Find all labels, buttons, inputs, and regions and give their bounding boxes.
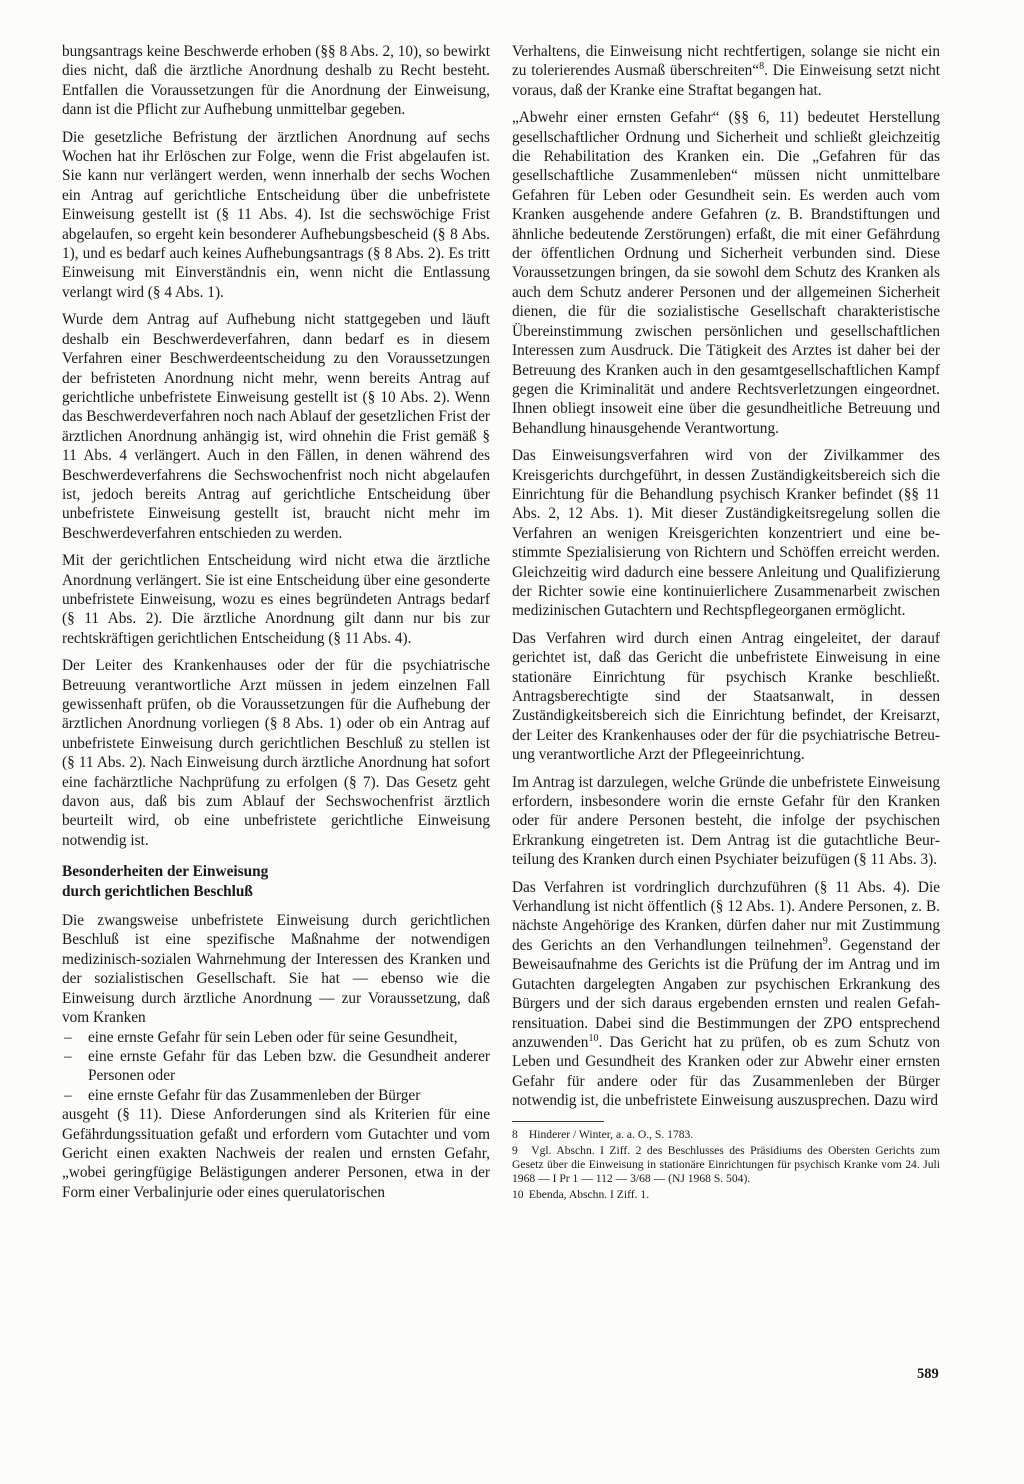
paragraph: Im Antrag ist darzulegen, welche Gründe die unbefristete Einweisung erfordern, insbesondere worin die ernste Gefahr für den Kranken oder für andere Personen besteht, die infolge der psychischen Erkrankung eingetreten ist. Dem Antrag ist die gutachtliche Beurteilung des Kranken durch einen Psychiater beizufügen (§ 11 Abs. 3). [512,773,940,869]
paragraph: Die gesetzliche Befristung der ärztlichen Anordnung auf sechs Wochen hat ihr Erlöschen zur Folge, wenn die Frist abgelaufen ist. Sie kann nur verlängert werden, wenn innerhalb der sechs Wochen ein Antrag auf gerichtliche Entscheidung über die unbefristete Einweisung gestellt ist (§ 11 Abs. 4). Ist die sechswöchige Frist abgelaufen, so ergeht kein besonderer Aufhebungsbescheid (§ 8 Abs. 1), und es bedarf auch keines Aufhebungsantrags (§ 8 Abs. 2). Es tritt Einweisung mit Einverständnis ein, wenn nicht die Entlassung verlangt wird (§ 4 Abs. 1). [62,128,490,301]
footnote-text: Vgl. Abschn. I Ziff. 2 des Beschlusses des Präsidiums des Obersten Gerichts zum Gesetz über die Einweisung in stationäre Einrichtungen für psychisch Kranke vom 24. Juli 1968 — I Pr 1 — 112 — 3/68 — (NJ 1968 S. 504). [512,1143,940,1185]
paragraph: Mit der gerichtlichen Entscheidung wird nicht etwa die ärztliche Anordnung verlängert. Sie ist eine Entscheidung über eine gesonderte unbefristete Einweisung, wozu es eines begründeten Antrags bedarf (§ 11 Abs. 2). Die ärztliche Anordnung gilt dann nur bis zur rechtskräftigen gerichtlichen Entscheidung (§ 11 Abs. 4). [62,552,490,647]
footnote-text: Hinderer / Winter, a. a. O., S. 1783. [528,1127,694,1141]
footnote-text: Ebenda, Abschn. I Ziff. 1. [528,1187,650,1201]
list-item: – eine ernste Gefahr für sein Leben oder für seine Gesundheit, [62,1028,490,1047]
footnote [512,1128,940,1142]
paragraph: Das Verfahren wird durch einen Antrag eingeleitet, der darauf gerichtet ist, daß das Gericht die unbefristete Einweisung in eine stationäre Einrichtung für psychisch Kranke beschließt. Antragsberechtigte sind der Staatsanwalt, in dessen Zuständigkeitsbereich sich die Einrichtung befindet, der Kreisarzt, der Leiter des Krankenhauses oder der für die psychiatrische Betreuung verantwortliche Arzt der Pflegeeinrichtung. [512,629,940,764]
footnote [512,1144,940,1186]
left-column [62,42,490,1210]
section-heading-line-1: Besonderheiten der Einweisung [62,863,269,881]
footnote-number: 9 [512,1143,518,1157]
paragraph: Wurde dem Antrag auf Aufhebung nicht stattgegeben und läuft deshalb ein Beschwerdeverfahren, dann bedarf es in diesem Verfahren einer Beschwerdeentscheidung zu den Voraussetzungen der befristeten Anordnung nicht mehr, wenn bereits Antrag auf gerichtliche unbefristete Einweisung gestellt ist (§ 10 Abs. 2). Wenn das Beschwerdeverfahren noch nach Ablauf der gesetzlichen Frist der ärztlichen Anordnung anhängig ist, wird ohnehin die Frist gemäß § 11 Abs. 4 verlängert. Auch in den Fällen, in denen während des Beschwerdeverfahrens die Sechswochenfrist noch nicht abgelaufen ist, jedoch bereits Antrag auf gerichtliche Entscheidung über unbefristete Einweisung gestellt ist, braucht nicht mehr im Beschwerdeverfahren entschieden zu werden. [62,311,490,542]
paragraph: Der Leiter des Krankenhauses oder der für die psychiatrische Betreuung verantwortliche Arzt müssen in jedem einzelnen Fall gewissenhaft prüfen, ob die Voraussetzungen für die Aufhebung der ärztlichen Anordnung vorliegen (§ 8 Abs. 1) oder ob ein Antrag auf unbefristete Einweisung durch gerichtlichen Beschluß zu stellen ist (§ 11 Abs. 2). Nach Einweisung durch ärztliche Anordnung hat sofort eine fachärztliche Nachprüfung zu erfolgen (§ 7). Das Gesetz geht davon aus, daß bis zum Ablauf der Sechswochenfrist ärztlich beurteilt wird, ob eine unbefristete gerichtliche Einweisung notwendig ist. [62,657,490,849]
paragraph [512,42,940,100]
text-span: . Die Einweisung setzt nicht voraus, daß der Kranke eine Straftat begangen hat. [512,62,940,99]
footnote-number: 8 [512,1127,518,1141]
footnote-ref: 8 [759,61,765,73]
text-span: Das Verfahren ist vordringlich durchzuführen (§ 11 Abs. 4). Die Verhandlung ist nicht öffentlich (§ 12 Abs. 1). Andere Personen, z. B. nächste Angehörige des Kranken, dürfen daher nur mit Zustimmung des Gerichts an den Verhandlungen teilnehmen [512,878,940,954]
section-heading [62,862,490,901]
right-column [512,42,940,1204]
footnote-ref: 9 [822,935,828,947]
dash-list [62,1028,490,1106]
footnote-divider [512,1121,604,1122]
paragraph: „Abwehr einer ernsten Gefahr“ (§§ 6, 11) bedeutet Herstellung gesellschaftlicher Ordnung und Sicherheit und schließt gleichzeitig die Rehabilitation des Kranken ein. Die „Gefahren für das gesellschaftliche Zusammenleben“ müssen nicht unmittelbare Gefahren für Leben oder Gesundheit sein. Es werden auch vom Kranken ausgehende andere Gefahren (z. B. Brandstiftungen und ähnliche bedeutende Zerstörungen) erfaßt, die mit einer Gefährdung der öffentlichen Ordnung und Sicherheit verbunden sind. Diese Voraussetzungen bringen, da sie sowohl dem Schutz des Kranken als auch dem Schutz anderer Personen und der allgemeinen Sicherheit dienen, die für die sozialistische Gesellschaft charakteristische Übereinstimmung zwischen persönlichen und gesellschaftlichen Interessen zum Ausdruck. Die Tätigkeit des Arztes ist daher bei der Betreuung des Kranken auch in den gesamtgesellschaftlichen Kampf gegen die Kriminalität und andere Rechtsverletzungen eingeordnet. Ihnen obliegt insoweit eine über die gesundheitliche Betreuung und Behandlung hinausgehende Verantwortung. [512,109,940,437]
list-item: – eine ernste Gefahr für das Zusammenleben der Bürger [62,1086,490,1105]
paragraph [512,878,940,1111]
text-span: . Das Gericht hat zu prüfen, ob es zum Schutz von Leben und Gesundheit des Kranken oder zur Abwehr einer ernsten Gefahr für andere oder für das Zusammenleben der Bürger notwendig ist, die unbefristete Einweisung auszusprechen. Dazu wird [512,1033,940,1110]
footnotes [512,1128,940,1202]
page-number: 589 [917,1366,939,1382]
section-heading-line-2: durch gerichtlichen Beschluß [62,882,253,900]
footnote-ref: 10 [588,1032,599,1044]
footnote [512,1188,940,1202]
paragraph: bungsantrags keine Beschwerde erhoben (§§ 8 Abs. 2, 10), so bewirkt dies nicht, daß die ärztliche Anordnung deshalb zu Recht besteht. Entfallen die Voraussetzungen für die Anordnung der Einweisung, dann ist die Pflicht zur Aufhebung unmittelbar gegeben. [62,43,490,119]
list-item: – eine ernste Gefahr für das Leben bzw. die Gesundheit anderer Personen oder [62,1047,490,1086]
paragraph: Das Einweisungsverfahren wird von der Zivilkammer des Kreisgerichts durchgeführt, in dessen Zuständigkeitsbereich sich die Einrichtung für die Behandlung psychisch Kranker befindet (§§ 11 Abs. 2, 12 Abs. 1). Mit dieser Zuständigkeitsregelung sollen die Verfahren an wenigen Kreisgerichten konzentriert und eine bestimmte Spezialisierung von Richtern und Schöffen erreicht werden. Gleichzeitig wird dadurch eine bessere Anleitung und Qualifizierung der Richter sowie eine kontinuierlichere Zusammenarbeit zwischen medizinischen Gutachtern und Rechtspflegeorganen ermöglicht. [512,447,940,620]
footnote-number: 10 [512,1187,524,1201]
paragraph: ausgeht (§ 11). Diese Anforderungen sind als Kriterien für eine Gefährdungssituation gefaßt und erfordern vom Gutachter und vom Gericht einen exakten Nachweis der realen und ernsten Gefahr, „wobei geringfügige Belästigungen anderer Personen, etwa in der Form einer Verbalinjurie oder eines querulatorischen [62,1106,490,1201]
text-span: Verhaltens, die Einweisung nicht rechtfertigen, solange sie nicht ein zu tolerierendes Ausmaß überschreiten“ [512,43,940,80]
paragraph: Die zwangsweise unbefristete Einweisung durch gerichtlichen Beschluß ist eine spezifische Maßnahme der notwendigen medizinisch-sozialen Wahrnehmung der Interessen des Kranken und der sozialistischen Gesellschaft. Sie hat — ebenso wie die Einweisung durch ärztliche Anordnung — zur Voraussetzung, daß vom Kranken [62,912,490,1027]
text-span: . Gegenstand der Beweisaufnahme des Gerichts ist die Prüfung der im Antrag und im Gutachten dargelegten Angaben zur psychischen Erkrankung des Bürgers und der sich daraus ergebenden ernsten und realen Gefahrensituation. Dabei sind die Bestimmungen der ZPO entsprechend anzuwenden [512,936,941,1051]
